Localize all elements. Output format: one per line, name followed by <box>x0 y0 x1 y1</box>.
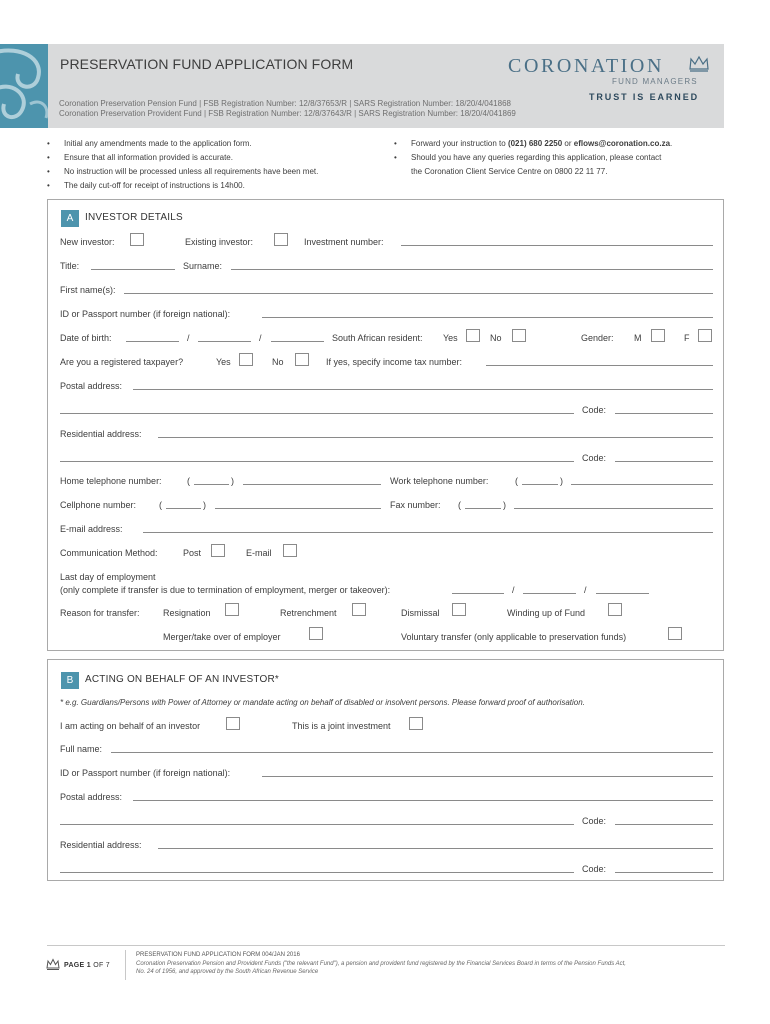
voluntary-label: Voluntary transfer (only applicable to preservation funds) <box>401 632 627 642</box>
footer-divider <box>47 945 725 946</box>
tax-number-label: If yes, specify income tax number: <box>326 357 463 367</box>
title-field[interactable] <box>91 269 175 270</box>
b-postal-code-field[interactable] <box>615 824 713 825</box>
contact-email[interactable]: eflows@coronation.co.za <box>573 139 671 148</box>
instruction-item: • Ensure that all information provided is accurate. <box>64 153 233 162</box>
dob-day-field[interactable] <box>126 341 179 342</box>
brand-name: CORONATION <box>508 55 664 77</box>
gender-m-label: M <box>634 333 642 343</box>
b-postal-address-label: Postal address: <box>60 792 123 802</box>
merger-label: Merger/take over of employer <box>163 632 281 642</box>
cellphone-area-field[interactable] <box>166 508 201 509</box>
instruction-forward: • Forward your instruction to (021) 680 2250 or eflows@coronation.co.za. <box>411 139 672 148</box>
sa-resident-label: South African resident: <box>332 333 423 343</box>
paren-open: ( <box>458 500 461 510</box>
section-b-title: ACTING ON BEHALF OF AN INVESTOR* <box>85 674 280 685</box>
sa-resident-no-label: No <box>490 333 502 343</box>
date-separator: / <box>584 585 587 595</box>
reason-label: Reason for transfer: <box>60 608 140 618</box>
last-day-day-field[interactable] <box>452 593 504 594</box>
gender-f-label: F <box>684 333 690 343</box>
voluntary-checkbox[interactable] <box>668 627 682 640</box>
paren-open: ( <box>187 476 190 486</box>
section-b-note: * e.g. Guardians/Persons with Power of Attorney or mandate acting on behalf of disabled or insolvent persons. Please forward proof of authorisation. <box>60 698 585 707</box>
resignation-checkbox[interactable] <box>225 603 239 616</box>
brand-subtitle: FUND MANAGERS <box>612 77 698 86</box>
joint-label: This is a joint investment <box>292 721 391 731</box>
sa-resident-yes-label: Yes <box>443 333 458 343</box>
investment-number-label: Investment number: <box>304 237 384 247</box>
comm-email-checkbox[interactable] <box>283 544 297 557</box>
existing-investor-checkbox[interactable] <box>274 233 288 246</box>
joint-checkbox[interactable] <box>409 717 423 730</box>
paren-close: ) <box>503 500 506 510</box>
work-tel-field[interactable] <box>571 484 713 485</box>
b-postal-address-line2[interactable] <box>60 824 574 825</box>
surname-label: Surname: <box>183 261 223 271</box>
paren-open: ( <box>159 500 162 510</box>
paren-close: ) <box>560 476 563 486</box>
acting-checkbox[interactable] <box>226 717 240 730</box>
home-tel-area-field[interactable] <box>194 484 229 485</box>
postal-address-line2[interactable] <box>60 413 574 414</box>
instruction-queries: • Should you have any queries regarding this application, please contact <box>411 153 661 162</box>
b-postal-address-field[interactable] <box>133 800 713 801</box>
retrenchment-label: Retrenchment <box>280 608 337 618</box>
instruction-item: • No instruction will be processed unless all requirements have been met. <box>64 167 318 176</box>
b-residential-address-label: Residential address: <box>60 840 142 850</box>
residential-address-label: Residential address: <box>60 429 142 439</box>
first-names-label: First name(s): <box>60 285 116 295</box>
taxpayer-yes-label: Yes <box>216 357 231 367</box>
tax-number-field[interactable] <box>486 365 713 366</box>
section-a-letter: A <box>61 210 79 227</box>
b-full-name-label: Full name: <box>60 744 103 754</box>
dob-separator: / <box>259 333 262 343</box>
last-day-year-field[interactable] <box>596 593 649 594</box>
last-day-month-field[interactable] <box>523 593 576 594</box>
last-day-label: Last day of employment <box>60 572 156 582</box>
b-full-name-field[interactable] <box>111 752 713 753</box>
email-label: E-mail address: <box>60 524 123 534</box>
coronation-emblem <box>0 44 48 128</box>
home-tel-field[interactable] <box>243 484 381 485</box>
winding-up-label: Winding up of Fund <box>507 608 586 618</box>
b-residential-address-field[interactable] <box>158 848 713 849</box>
paren-close: ) <box>231 476 234 486</box>
email-field[interactable] <box>143 532 713 533</box>
comm-email-label: E-mail <box>246 548 272 558</box>
first-names-field[interactable] <box>124 293 713 294</box>
home-tel-label: Home telephone number: <box>60 476 162 486</box>
crown-icon <box>688 54 710 72</box>
paren-close: ) <box>203 500 206 510</box>
work-tel-label: Work telephone number: <box>390 476 489 486</box>
comm-post-label: Post <box>183 548 202 558</box>
cellphone-label: Cellphone number: <box>60 500 137 510</box>
postal-code-label: Code: <box>582 405 607 415</box>
investment-number-field[interactable] <box>401 245 713 246</box>
comm-post-checkbox[interactable] <box>211 544 225 557</box>
residential-code-label: Code: <box>582 453 607 463</box>
taxpayer-label: Are you a registered taxpayer? <box>60 357 184 367</box>
footer-legal-line1: Coronation Preservation Pension and Provident Funds ("the relevant Fund"), a pension and provident fund registered by the Financial Services Board in terms of the Pension Funds Act, <box>136 961 626 967</box>
instruction-item: • The daily cut-off for receipt of instructions is 14h00. <box>64 181 245 190</box>
merger-checkbox[interactable] <box>309 627 323 640</box>
page-indicator: PAGE 1 OF 7 <box>64 962 110 969</box>
new-investor-checkbox[interactable] <box>130 233 144 246</box>
dob-year-field[interactable] <box>271 341 324 342</box>
sa-resident-yes-checkbox[interactable] <box>466 329 480 342</box>
comm-method-label: Communication Method: <box>60 548 158 558</box>
footer-legal-line2: No. 24 of 1956, and approved by the South African Revenue Service <box>136 969 319 975</box>
b-id-passport-field[interactable] <box>262 776 713 777</box>
id-passport-field[interactable] <box>262 317 713 318</box>
last-day-note: (only complete if transfer is due to termination of employment, merger or takeover): <box>60 585 391 595</box>
fax-area-field[interactable] <box>465 508 501 509</box>
taxpayer-no-label: No <box>272 357 284 367</box>
b-residential-code-field[interactable] <box>615 872 713 873</box>
id-passport-label: ID or Passport number (if foreign national): <box>60 309 231 319</box>
winding-up-checkbox[interactable] <box>608 603 622 616</box>
existing-investor-label: Existing investor: <box>185 237 254 247</box>
fax-label: Fax number: <box>390 500 441 510</box>
postal-address-field[interactable] <box>133 389 713 390</box>
gender-label: Gender: <box>581 333 614 343</box>
instruction-item: • Initial any amendments made to the application form. <box>64 139 252 148</box>
emblem-swirl-icon <box>0 44 48 128</box>
paren-open: ( <box>515 476 518 486</box>
dob-separator: / <box>187 333 190 343</box>
resignation-label: Resignation <box>163 608 211 618</box>
dismissal-label: Dismissal <box>401 608 440 618</box>
footer-vertical-divider <box>125 950 126 980</box>
gender-f-checkbox[interactable] <box>698 329 712 342</box>
postal-code-field[interactable] <box>615 413 713 414</box>
footer-form-code: PRESERVATION FUND APPLICATION FORM 004/JAN 2016 <box>136 952 300 958</box>
acting-label: I am acting on behalf of an investor <box>60 721 201 731</box>
instruction-queries-cont: the Coronation Client Service Centre on 0800 22 11 77. <box>411 167 608 176</box>
residential-address-line2[interactable] <box>60 461 574 462</box>
registration-provident: Coronation Preservation Provident Fund | FSB Registration Number: 12/8/37643/R | SARS Registration Number: 18/20/4/041869 <box>59 109 516 118</box>
b-id-passport-label: ID or Passport number (if foreign national): <box>60 768 231 778</box>
section-a-investor-details <box>47 199 724 651</box>
form-title: PRESERVATION FUND APPLICATION FORM <box>60 56 354 72</box>
residential-code-field[interactable] <box>615 461 713 462</box>
crown-icon <box>46 958 60 970</box>
dob-label: Date of birth: <box>60 333 112 343</box>
dismissal-checkbox[interactable] <box>452 603 466 616</box>
title-label: Title: <box>60 261 80 271</box>
sa-resident-no-checkbox[interactable] <box>512 329 526 342</box>
surname-field[interactable] <box>231 269 713 270</box>
gender-m-checkbox[interactable] <box>651 329 665 342</box>
dob-month-field[interactable] <box>198 341 251 342</box>
residential-address-field[interactable] <box>158 437 713 438</box>
date-separator: / <box>512 585 515 595</box>
cellphone-field[interactable] <box>215 508 381 509</box>
brand-tagline: TRUST IS EARNED <box>589 92 700 102</box>
new-investor-label: New investor: <box>60 237 115 247</box>
contact-phone: (021) 680 2250 <box>507 139 563 148</box>
work-tel-area-field[interactable] <box>522 484 558 485</box>
registration-pension: Coronation Preservation Pension Fund | FSB Registration Number: 12/8/37653/R | SARS Registration Number: 18/20/4/041868 <box>59 99 511 108</box>
b-residential-address-line2[interactable] <box>60 872 574 873</box>
taxpayer-no-checkbox[interactable] <box>295 353 309 366</box>
retrenchment-checkbox[interactable] <box>352 603 366 616</box>
section-a-title: INVESTOR DETAILS <box>85 212 183 223</box>
b-residential-code-label: Code: <box>582 864 607 874</box>
section-b-letter: B <box>61 672 79 689</box>
b-postal-code-label: Code: <box>582 816 607 826</box>
taxpayer-yes-checkbox[interactable] <box>239 353 253 366</box>
postal-address-label: Postal address: <box>60 381 123 391</box>
fax-field[interactable] <box>514 508 713 509</box>
